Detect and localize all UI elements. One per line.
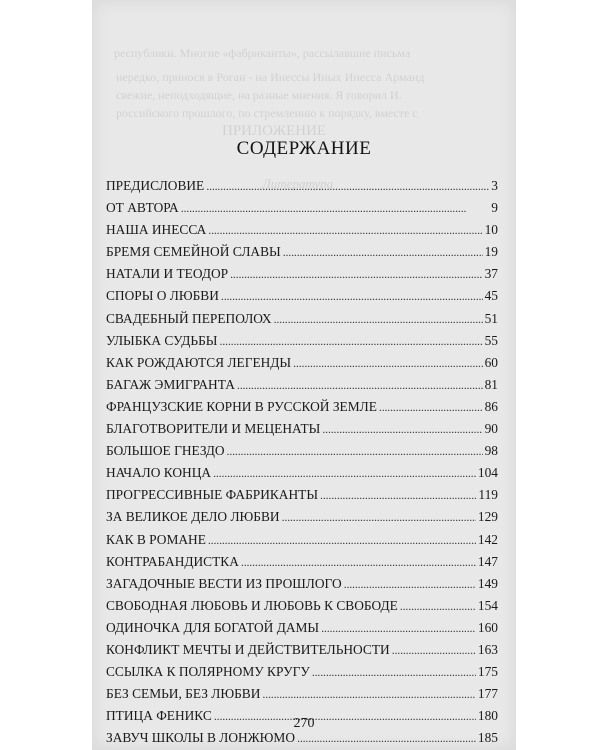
toc-entry-title: ЗАВУЧ ШКОЛЫ В ЛОНЖЮМО [106, 730, 296, 746]
toc-entry-title: БРЕМЯ СЕМЕЙНОЙ СЛАВЫ [106, 244, 281, 260]
toc-entry [106, 288, 498, 310]
bleed-through-line: свежие, неподходящие, на разные мнения. Я говорил И. [116, 88, 402, 102]
dot-leader [227, 444, 483, 459]
dot-leader [213, 466, 476, 481]
toc-entry-page: 45 [484, 288, 498, 304]
toc-entry [106, 421, 498, 443]
toc-entry [106, 377, 498, 399]
bleed-through-line: российского прошлого, по стремлению к порядку, вместе с [116, 106, 418, 120]
dot-leader [208, 223, 482, 238]
toc-entry-title: ПРЕДИСЛОВИЕ [106, 178, 205, 193]
toc-entry-page: 81 [484, 376, 498, 392]
toc-entry-page: 90 [484, 421, 498, 437]
toc-entry [106, 200, 498, 222]
toc-entry [106, 355, 498, 377]
contents-title: СОДЕРЖАНИЕ [236, 138, 372, 159]
toc-entry-page: 185 [477, 730, 498, 746]
toc-entry-page: 51 [484, 310, 498, 326]
toc-entry [106, 222, 498, 244]
dot-leader [379, 400, 483, 415]
dot-leader [322, 422, 482, 437]
toc-entry [106, 333, 498, 355]
toc-entry-title: БОЛЬШОЕ ГНЕЗДО [106, 443, 225, 459]
toc-entry [106, 399, 498, 421]
toc-entry-page: 175 [477, 664, 498, 680]
toc-entry-title: ЗА ВЕЛИКОЕ ДЕЛО ЛЮБВИ [106, 509, 280, 525]
dot-leader [237, 378, 483, 393]
toc-entry-page: 142 [477, 531, 498, 547]
toc-entry [106, 487, 498, 509]
bleed-through-line: нередко, принося в Роган - на Инессы Иных Инесса Арманд [116, 70, 425, 84]
toc-entry-page: 37 [484, 266, 498, 282]
toc-entry-page: 163 [477, 641, 498, 657]
dot-leader [297, 731, 476, 746]
toc-entry-page: 160 [477, 619, 498, 635]
toc-entry-title: КОНТРАБАНДИСТКА [106, 553, 239, 569]
toc-entry-page: 86 [484, 398, 498, 414]
dot-leader [392, 643, 476, 658]
toc-entry-page: 180 [477, 708, 498, 724]
toc-entry-title: ФРАНЦУЗСКИЕ КОРНИ В РУССКОЙ ЗЕМЛЕ [106, 398, 377, 414]
dot-leader [221, 289, 483, 304]
toc-entry [106, 576, 498, 598]
toc-entry [106, 730, 498, 750]
toc-entry [106, 244, 498, 266]
toc-entry [106, 443, 498, 465]
toc-entry-title: ПТИЦА ФЕНИКС [106, 708, 212, 724]
toc-entry-title: КАК В РОМАНЕ [106, 531, 206, 547]
toc-entry-title: ОТ АВТОРА [106, 200, 179, 216]
dot-leader [230, 267, 483, 282]
toc-entry-title: ОДИНОЧКА ДЛЯ БОГАТОЙ ДАМЫ [106, 619, 320, 635]
book-page [92, 0, 516, 750]
toc-entry-page: 10 [484, 222, 498, 238]
dot-leader [282, 510, 476, 525]
dot-leader [181, 201, 490, 216]
page-number: 270 [293, 716, 315, 731]
toc-entry-page: 9 [491, 200, 498, 216]
toc-entry-title: БЕЗ СЕМЬИ, БЕЗ ЛЮБВИ [106, 686, 261, 702]
toc-entry-title: СВОБОДНАЯ ЛЮБОВЬ И ЛЮБОВЬ К СВОБОДЕ [106, 597, 398, 613]
toc-entry [106, 664, 498, 686]
dot-leader [206, 179, 489, 194]
dot-leader [219, 334, 482, 349]
toc-entry [106, 509, 498, 531]
toc-entry-page: 104 [477, 465, 498, 481]
toc-entry [106, 266, 498, 288]
bleed-through-heading: ПРИЛОЖЕНИЕ [222, 123, 327, 139]
toc-entry-title: НАША ИНЕССА [106, 222, 207, 238]
toc-entry-title: ЗАГАДОЧНЫЕ ВЕСТИ ИЗ ПРОШЛОГО [106, 575, 342, 591]
dot-leader [274, 312, 483, 327]
bleed-through-line: республики. Многие «фабриканты», рассылавшие письма [114, 46, 411, 60]
toc-entry [106, 554, 498, 576]
toc-entry-title: НАЧАЛО КОНЦА [106, 465, 212, 481]
dot-leader [320, 488, 476, 503]
toc-entry [106, 178, 498, 200]
bleed-through-subheading: Литература [262, 176, 334, 191]
toc-entry [106, 465, 498, 487]
toc-entry-page: 55 [484, 332, 498, 348]
dot-leader [262, 687, 476, 702]
toc-entry-page: 147 [477, 553, 498, 569]
toc-entry-title: УЛЫБКА СУДЬБЫ [106, 332, 218, 348]
table-of-contents [106, 178, 498, 750]
toc-entry [106, 532, 498, 554]
dot-leader [312, 665, 476, 680]
toc-entry [106, 311, 498, 333]
toc-entry-page: 154 [477, 597, 498, 613]
toc-entry-page: 3 [491, 178, 498, 193]
dot-leader [344, 577, 476, 592]
dot-leader [293, 356, 482, 371]
toc-entry-page: 149 [477, 575, 498, 591]
toc-entry-title: КАК РОЖДАЮТСЯ ЛЕГЕНДЫ [106, 354, 292, 370]
toc-entry-title: ПРОГРЕССИВНЫЕ ФАБРИКАНТЫ [106, 487, 319, 503]
toc-entry-page: 177 [477, 686, 498, 702]
dot-leader [241, 555, 476, 570]
toc-entry-page: 129 [477, 509, 498, 525]
toc-entry-page: 98 [484, 443, 498, 459]
toc-entry-page: 119 [478, 487, 498, 503]
toc-entry-title: БАГАЖ ЭМИГРАНТА [106, 376, 235, 392]
toc-entry-page: 19 [484, 244, 498, 260]
toc-entry-title: КОНФЛИКТ МЕЧТЫ И ДЕЙСТВИТЕЛЬНОСТИ [106, 641, 390, 657]
dot-leader [400, 599, 476, 614]
toc-entry [106, 598, 498, 620]
toc-entry [106, 642, 498, 664]
toc-entry-title: СВАДЕБНЫЙ ПЕРЕПОЛОХ [106, 310, 272, 326]
dot-leader [321, 621, 476, 636]
toc-entry [106, 686, 498, 708]
toc-entry [106, 620, 498, 642]
toc-entry-title: БЛАГОТВОРИТЕЛИ И МЕЦЕНАТЫ [106, 421, 321, 437]
toc-entry-title: ССЫЛКА К ПОЛЯРНОМУ КРУГУ [106, 664, 310, 680]
toc-entry-title: СПОРЫ О ЛЮБВИ [106, 288, 219, 304]
toc-entry-page: 60 [484, 354, 498, 370]
dot-leader [208, 533, 476, 548]
dot-leader [283, 245, 483, 260]
toc-entry-title: НАТАЛИ И ТЕОДОР [106, 266, 229, 282]
